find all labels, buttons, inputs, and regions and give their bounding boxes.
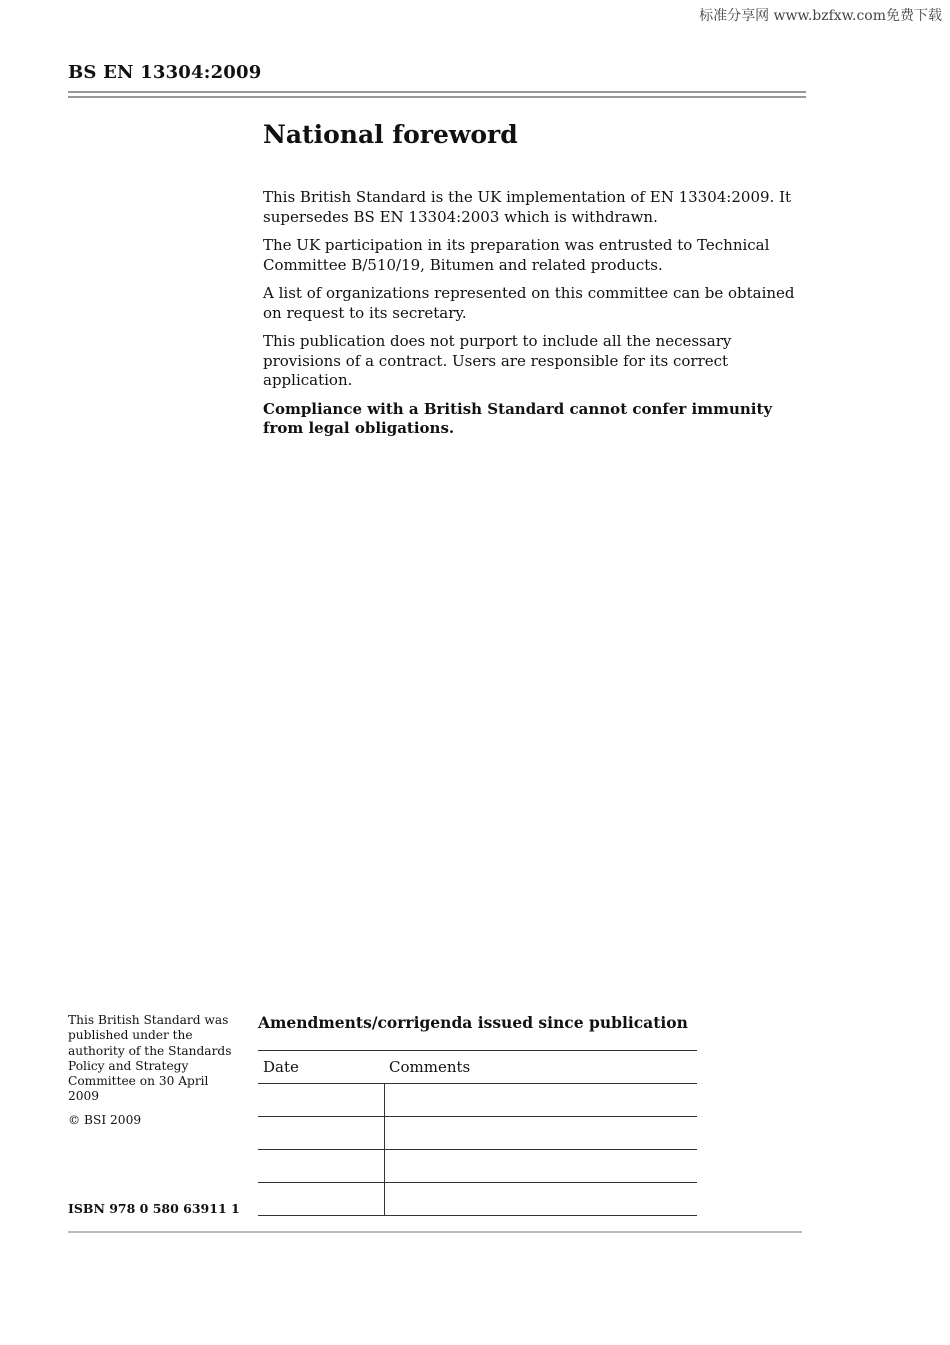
comments-cell [384, 1150, 697, 1183]
paragraph: This British Standard is the UK implementation of EN 13304:2009. It supersedes BS EN 13304:2003 which is withdrawn. [263, 188, 792, 226]
column-header-date: Date [258, 1051, 384, 1084]
paragraph: This publication does not purport to include all the necessary provisions of a contract. Users are responsible for its correct application. [263, 332, 732, 389]
date-cell [258, 1084, 384, 1117]
comments-cell [384, 1183, 697, 1216]
isbn: ISBN 978 0 580 63911 1 [68, 1201, 240, 1216]
publication-note: This British Standard was published under the authority of the Standards Policy and Strategy Committee on 30 April 2009 [68, 1013, 232, 1104]
amendments-heading: Amendments/corrigenda issued since publication [258, 1013, 688, 1032]
standard-number: BS EN 13304:2009 [68, 62, 262, 83]
copyright-notice: © BSI 2009 [68, 1112, 142, 1127]
publication-sidebar [68, 1013, 233, 1136]
table-row [258, 1183, 697, 1216]
footer-divider [68, 1231, 802, 1233]
table-row [258, 1117, 697, 1150]
watermark-text: 标准分享网 www.bzfxw.com免费下载 [699, 8, 942, 24]
date-cell [258, 1183, 384, 1216]
comments-cell [384, 1084, 697, 1117]
comments-cell [384, 1117, 697, 1150]
table-header-row [258, 1051, 697, 1084]
amendments-table [258, 1050, 697, 1216]
date-cell [258, 1150, 384, 1183]
page-title: National foreword [263, 120, 518, 149]
table-row [258, 1150, 697, 1183]
date-cell [258, 1117, 384, 1150]
column-header-comments: Comments [384, 1051, 697, 1084]
header-divider [68, 91, 806, 98]
paragraph: The UK participation in its preparation was entrusted to Technical Committee B/510/19, Bitumen and related products. [263, 236, 770, 274]
foreword-body [263, 188, 803, 448]
table-row [258, 1084, 697, 1117]
compliance-statement: Compliance with a British Standard cannot confer immunity from legal obligations. [263, 399, 773, 437]
paragraph: A list of organizations represented on this committee can be obtained on request to its secretary. [263, 284, 795, 322]
